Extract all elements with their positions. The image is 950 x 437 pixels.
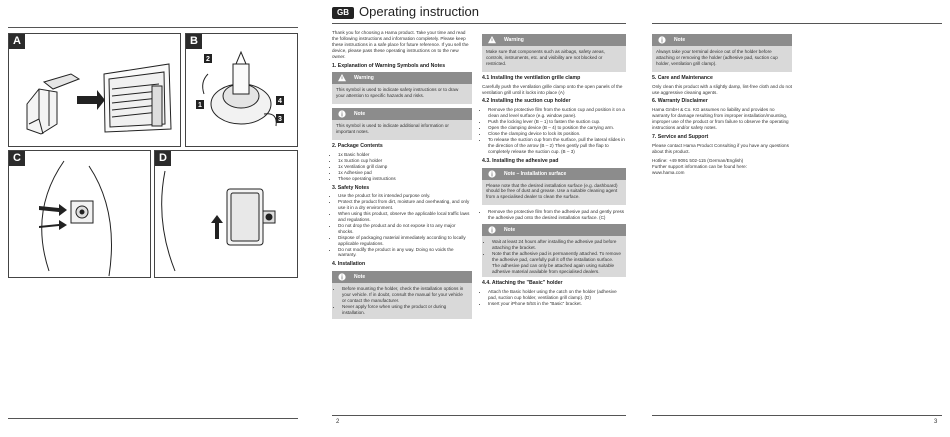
note-surface-header: [482, 168, 626, 180]
safety-notes-list: [332, 193, 472, 258]
section-5-heading: 5. Care and Maintenance: [652, 74, 713, 81]
section-7-text: Please contact Hama Product Consulting if you have any questions about this product.: [652, 142, 789, 154]
section-3-heading: 3. Safety Notes: [332, 184, 370, 191]
list-item: • 1x Adhesive pad: [338, 170, 472, 176]
note-text: This symbol is used to indicate additional information or important notes.: [336, 123, 449, 135]
package-contents-list: [332, 152, 472, 182]
figure-b: [185, 33, 298, 147]
figure-letter-b: B: [186, 34, 202, 49]
section-1-heading: 1. Explanation of Warning Symbols and Notes: [332, 62, 446, 69]
section-4-heading: 4. Installation: [332, 261, 366, 268]
hotline-text: Hotline: +49 9091 502-115 (German/English): [652, 157, 744, 163]
list-item: • 1x Suction cup holder: [338, 158, 472, 164]
list-item: • Remove the protective film from the adhesive pad and gently press the adhesive pad onto the desired installation surface. (C): [488, 209, 626, 221]
note-label: Note: [674, 37, 686, 43]
bottom-rule-middle: [332, 415, 626, 416]
section-5-text: Only clean this product with a slightly damp, lint-free cloth and do not use aggressive cleaning agents.: [652, 83, 792, 95]
info-icon: [488, 226, 496, 234]
note-box: [652, 46, 792, 72]
section-6-text: Hama GmbH & Co. KG assumes no liability and provides no warranty for damage resulting from improper installation/mounting, improper use of the product or from failure to observe the operating instructions and/or safety notes.: [652, 107, 789, 131]
page-number-left: 2: [336, 419, 340, 425]
svg-text:1: 1: [198, 102, 202, 109]
language-badge: GB: [332, 7, 354, 19]
install-note-box: [332, 283, 472, 319]
svg-text:4: 4: [278, 98, 282, 105]
adhesive-note-box: [482, 236, 626, 277]
header-rule-right: [652, 23, 942, 24]
note-header-2: [332, 271, 472, 283]
warning-label: Warning: [504, 37, 524, 43]
section-2-heading: 2. Package Contents: [332, 143, 383, 150]
list-item: • Do not drop the product and do not expose it to any major shocks.: [338, 223, 472, 235]
section-4-2-heading: 4.2 Installing the suction cup holder: [482, 98, 571, 105]
top-rule: [8, 27, 298, 28]
intro-text: Thank you for choosing a Hama product. Take your time and read the following instructions and information completely. Please keep these instructions in a safe place for future reference. If you sell the device, please pass these operating instructions on to the new owner.: [332, 30, 469, 59]
adhesive-pad-illustration: [9, 151, 150, 277]
list-item: • Protect the product from dirt, moisture and overheating, and only use it in a dry environment.: [338, 199, 472, 211]
figure-d: [154, 150, 298, 278]
column-1: [332, 30, 472, 323]
suction-cup-illustration: [186, 34, 297, 146]
note-surface-label: Note – Installation surface: [504, 170, 567, 177]
section-4-4-heading: 4.4. Attaching the "Basic" holder: [482, 280, 563, 287]
svg-text:3: 3: [278, 116, 282, 123]
note-surface-box: [482, 180, 626, 206]
warning-text: This symbol is used to indicate safety instructions or to draw your attention to specific hazards and risks.: [336, 87, 459, 99]
warning-label: Warning: [354, 75, 374, 82]
note-label: Note: [504, 227, 516, 234]
info-icon: [338, 273, 346, 281]
figure-a: [8, 33, 181, 147]
note-box: [332, 120, 472, 140]
page-title: Operating instruction: [359, 4, 479, 19]
note-surface-text: Please note that the desired installation surface (e.g. dashboard) should be free of dust and grease. Use a suitable cleaning agent from a specialised dealer to clean the surface.: [486, 182, 618, 200]
bottom-rule-left: [8, 418, 298, 419]
warning-icon: [488, 36, 496, 44]
warning-box: [482, 46, 626, 72]
info-icon: [658, 36, 666, 44]
list-item: • To release the suction cup from the surface, pull the lateral slides in the direction of the arrow (B – 2) Then gently pull the flap to completely release the suction cup. (B – 3): [488, 137, 626, 155]
list-item: • Insert your iPhone 5/5S in the "Basic" bracket.: [488, 301, 626, 307]
website-link[interactable]: www.hama.com: [652, 169, 685, 175]
warning-header: [482, 34, 626, 46]
list-item: • When using this product, observe the applicable local traffic laws and regulations.: [338, 211, 472, 223]
section-6-heading: 6. Warranty Disclaimer: [652, 98, 708, 105]
bottom-rule-right: [652, 415, 942, 416]
list-item: • These operating instructions: [338, 176, 472, 182]
figure-c: [8, 150, 151, 278]
note-text: Always take your terminal device out of the holder before attaching or removing the holder (adhesive pad, suction cup holder, ventilation grill clamp).: [656, 49, 778, 66]
list-item: • Use the product for its intended purpose only.: [338, 193, 472, 199]
column-2: [482, 30, 626, 310]
note-header: [482, 224, 626, 236]
warning-header: [332, 72, 472, 84]
list-item: • 1x Basic holder: [338, 152, 472, 158]
figure-letter-d: D: [155, 151, 171, 166]
list-item: • 1x Ventilation grill clamp: [338, 164, 472, 170]
info-icon: [488, 170, 496, 178]
list-item: • Push the locking lever (B – 1) to fasten the suction cup.: [488, 119, 626, 125]
list-item: • Attach the Basic holder using the catch on the holder (adhesive pad, suction cup holder, ventilation grill clamp). (D): [488, 289, 626, 301]
list-item: • Never apply force when using the product or during installation.: [342, 304, 468, 316]
header-rule: [332, 23, 626, 24]
note-label: Note: [354, 111, 366, 118]
list-item: • Before mounting the holder, check the installation options in your vehicle. If in doubt, consult the manual for your vehicle or contact the manufacturer.: [342, 286, 468, 304]
column-3: [652, 30, 792, 175]
list-item: • Dispose of packaging material immediately according to locally applicable regulations.: [338, 235, 472, 247]
note-header: [652, 34, 792, 46]
suction-cup-steps: [482, 107, 626, 154]
list-item: • Wait at least 24 hours after installing the adhesive pad before attaching the bracket.: [492, 239, 622, 251]
further-support-text: Further support information can be found here:: [652, 163, 747, 169]
figure-letter-a: A: [9, 34, 25, 49]
warning-box: [332, 84, 472, 104]
note-label: Note: [354, 274, 366, 281]
warning-text: Make sure that components such as airbags, safety areas, controls, instruments, etc. and visibility are not blocked or restricted.: [486, 49, 605, 66]
figure-letter-c: C: [9, 151, 25, 166]
note-header: [332, 108, 472, 120]
section-7-heading: 7. Service and Support: [652, 133, 709, 140]
vent-clamp-illustration: [9, 34, 180, 146]
warning-icon: [338, 74, 346, 82]
list-item: • Close the clamping device to lock its position.: [488, 131, 626, 137]
list-item: • Remove the protective film from the suction cup and position it on a clean and level surface (e.g. window pane).: [488, 107, 626, 119]
basic-holder-steps: [482, 289, 626, 307]
list-item: • Open the clamping device (B – 4) to position the carrying arm.: [488, 125, 626, 131]
basic-holder-illustration: [155, 151, 297, 277]
info-icon: [338, 110, 346, 118]
section-4-1-text: Carefully push the ventilation grille clamp onto the open panels of the ventilation grill until it locks into place (A): [482, 83, 623, 95]
adhesive-steps: [482, 209, 626, 221]
list-item: • Note that the adhesive pad is permanently attached. To remove the adhesive pad, carefully pull it off the installation surface. The adhesive pad can only be attached again using suitable adhesive material available from specialised dealers.: [492, 251, 622, 275]
section-4-1-heading: 4.1 Installing the ventilation grille clamp: [482, 74, 581, 81]
section-4-3-heading: 4.3. Installing the adhesive pad: [482, 157, 559, 164]
svg-text:2: 2: [206, 56, 210, 63]
page-number-right: 3: [934, 419, 938, 425]
list-item: • Do not modify the product in any way. Doing so voids the warranty.: [338, 247, 472, 259]
